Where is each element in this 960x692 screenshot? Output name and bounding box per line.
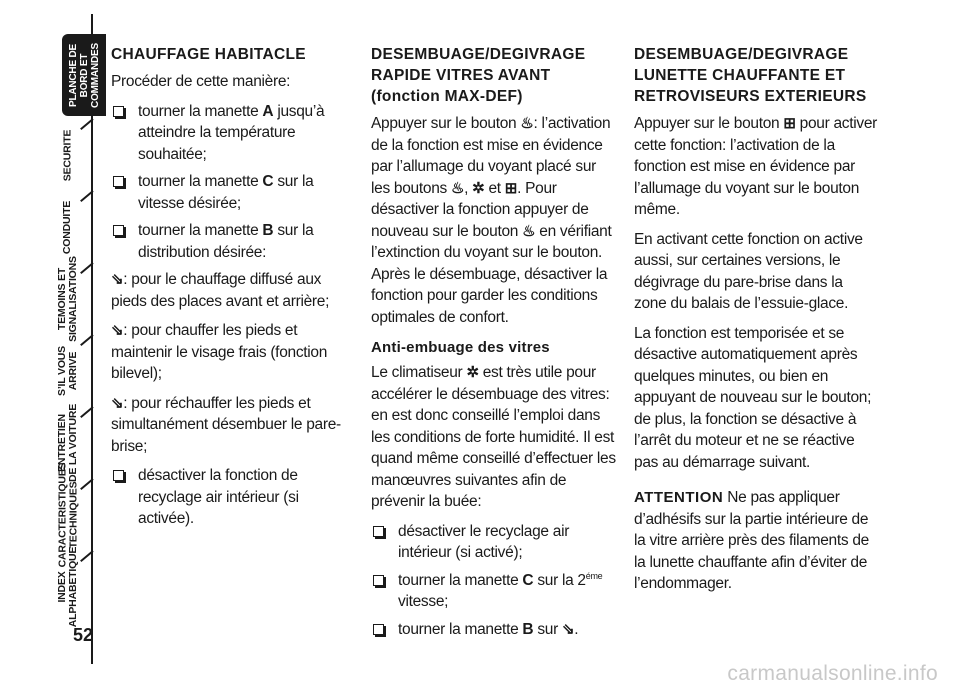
list-item bbox=[111, 101, 353, 166]
control-letter: A bbox=[262, 102, 274, 120]
checkbox-bullet-icon bbox=[113, 225, 124, 236]
section-title: CHAUFFAGE HABITACLE bbox=[111, 46, 306, 63]
text: sur la vitesse désirée; bbox=[138, 173, 314, 212]
text: Appuyer sur le bouton bbox=[634, 115, 784, 132]
rear-defrost-icon: ⊞ bbox=[783, 115, 796, 132]
list-item bbox=[371, 619, 616, 641]
list-item-text bbox=[138, 101, 353, 166]
tab-label-line: TEMOINS ET bbox=[56, 267, 68, 331]
title-line: DESEMBUAGE/DEGIVRAGE bbox=[634, 46, 849, 63]
checkbox-bullet-icon bbox=[373, 526, 384, 537]
tab-sil-vous-arrive[interactable] bbox=[40, 340, 96, 402]
column-chauffage bbox=[111, 44, 353, 536]
list-item bbox=[111, 171, 353, 214]
text: en vérifiant l’extinction du voyant sur le bouton. Après le désembuage, désactiver la fonction pour garder les conditions optimales de confort. bbox=[371, 222, 612, 326]
tab-label bbox=[57, 547, 79, 627]
air-feet-windscreen-icon: ⇘ bbox=[111, 394, 124, 412]
tab-label bbox=[62, 200, 73, 253]
paragraph: Procéder de cette manière: bbox=[111, 73, 291, 90]
paragraph: En activant cette fonction on active aussi, sur certaines versions, le dégivrage du pare-brise dans la zone du balais de l’essuie-glace. bbox=[634, 230, 863, 312]
text: tourner la manette bbox=[398, 620, 523, 638]
section-title bbox=[371, 44, 616, 107]
control-letter: C bbox=[262, 173, 274, 190]
page-number: 52 bbox=[72, 625, 94, 645]
list-item-text bbox=[138, 220, 353, 263]
text: tourner la manette bbox=[138, 173, 263, 190]
tab-index[interactable] bbox=[40, 546, 96, 628]
list-item-text bbox=[398, 619, 616, 641]
tab-securite[interactable] bbox=[40, 124, 96, 186]
text: . bbox=[574, 620, 579, 638]
text: Ne pas appliquer d’adhésifs sur la partie intérieure de la vitre arrière près des filaments de la lunette chauffante afin d’éviter de l’endommager. bbox=[634, 489, 869, 592]
tab-label-line: INDEX bbox=[56, 571, 68, 603]
superscript: éme bbox=[585, 570, 603, 581]
tab-caracteristiques[interactable] bbox=[40, 462, 96, 568]
text: est très utile pour accélérer le désembuage des vitres: en est donc conseillé l’emploi dans les conditions de forte humidité. Il est quand même conseillé d’effectuer les manœuvres suivantes afin de prévenir la buée: bbox=[371, 364, 616, 510]
paragraph bbox=[371, 362, 616, 513]
tab-conduite[interactable] bbox=[40, 196, 96, 258]
title-line: DESEMBUAGE/DEGIVRAGE bbox=[371, 46, 586, 63]
list-item-text bbox=[138, 171, 353, 214]
tab-planche-de-bord[interactable] bbox=[62, 34, 106, 116]
tab-label bbox=[63, 129, 74, 181]
checkbox-bullet-icon bbox=[113, 106, 124, 117]
tab-label-line: S’IL VOUS bbox=[56, 346, 68, 396]
title-line: RAPIDE VITRES AVANT bbox=[371, 67, 551, 84]
watermark: carmanualsonline.info bbox=[727, 662, 938, 685]
list-item bbox=[111, 465, 353, 530]
text: jusqu’à atteindre la température souhaitée; bbox=[138, 102, 325, 163]
tab-label bbox=[57, 256, 79, 342]
text: . Pour désactiver la fonction appuyer de nouveau sur le bouton bbox=[371, 179, 589, 240]
tab-label-line: BORD ET bbox=[78, 53, 90, 97]
checkbox-bullet-icon bbox=[373, 575, 384, 586]
tab-label-line: ALPHABETIQUE bbox=[67, 546, 79, 628]
control-letter: B bbox=[262, 222, 274, 239]
tab-label-line: CARACTERISTIQUES bbox=[56, 462, 69, 568]
text: et bbox=[484, 179, 505, 197]
rear-defrost-icon: ⊞ bbox=[504, 179, 518, 197]
title-line: (fonction MAX-DEF) bbox=[371, 88, 523, 105]
list-item-text: désactiver le recyclage air intérieur (si activé); bbox=[398, 522, 570, 561]
text: Le climatiseur bbox=[371, 364, 467, 381]
text: sur la 2 bbox=[533, 571, 586, 589]
control-letter: C bbox=[522, 571, 534, 589]
column-max-def bbox=[371, 44, 616, 646]
snowflake-icon: ✲ bbox=[466, 364, 479, 381]
air-feet-icon: ⇘ bbox=[111, 271, 124, 288]
checkbox-bullet-icon bbox=[113, 176, 124, 187]
tab-label-line: ARRIVE bbox=[67, 351, 79, 391]
text: : pour réchauffer les pieds et simultanément désembuer le pare-brise; bbox=[111, 394, 341, 455]
text: Appuyer sur le bouton bbox=[371, 115, 521, 132]
tab-label-line: CONDUITE bbox=[61, 200, 74, 254]
tab-label-line: DE LA VOITURE bbox=[67, 403, 80, 483]
paragraph bbox=[111, 320, 353, 385]
list-item-text: désactiver la fonction de recyclage air intérieur (si activée). bbox=[138, 467, 299, 527]
text: tourner la manette bbox=[398, 571, 523, 589]
section-title bbox=[634, 44, 878, 107]
text: sur bbox=[533, 620, 562, 638]
text: sur la distribution désirée: bbox=[138, 222, 314, 261]
tab-label bbox=[57, 346, 79, 396]
text: vitesse; bbox=[398, 593, 449, 610]
paragraph bbox=[634, 113, 878, 221]
paragraph bbox=[111, 269, 353, 312]
tab-label-line: PLANCHE DE bbox=[67, 43, 79, 107]
paragraph: La fonction est temporisée et se désactive automatiquement après quelques minutes, ou bien en appuyant de nouveau sur le bouton; de plus, la fonction se désactive à l’arrêt du moteur et ne se réactive pas au démarrage suivant. bbox=[634, 324, 872, 471]
paragraph bbox=[111, 393, 353, 458]
air-bilevel-icon: ⇘ bbox=[111, 322, 124, 339]
paragraph bbox=[371, 113, 616, 328]
title-line: RETROVISEURS EXTERIEURS bbox=[634, 88, 867, 105]
snowflake-icon: ✲ bbox=[472, 179, 485, 197]
column-lunette-chauffante bbox=[634, 44, 878, 603]
max-def-icon: ♨ bbox=[522, 222, 536, 240]
text: , bbox=[464, 179, 473, 197]
checkbox-bullet-icon bbox=[113, 470, 124, 481]
subsection-title: Anti-embuage des vitres bbox=[371, 339, 550, 356]
chapter-sidebar bbox=[0, 0, 100, 692]
list-item bbox=[371, 570, 616, 613]
tab-label-line: ENTRETIEN bbox=[56, 414, 69, 472]
checkbox-bullet-icon bbox=[373, 624, 384, 635]
text: : l’activation de la fonction est mise en évidence par l’allumage du voyant placé sur les boutons bbox=[371, 115, 611, 197]
text: : pour le chauffage diffusé aux pieds des places avant et arrière; bbox=[111, 271, 330, 310]
title-line: LUNETTE CHAUFFANTE ET bbox=[634, 67, 846, 84]
tab-label bbox=[68, 43, 101, 108]
list-item bbox=[371, 521, 616, 564]
text: : pour chauffer les pieds et maintenir le visage frais (fonction bilevel); bbox=[111, 322, 328, 382]
tab-temoins[interactable] bbox=[40, 256, 96, 342]
list-item-text bbox=[398, 570, 616, 613]
control-letter: B bbox=[522, 620, 534, 638]
max-def-icon: ♨ bbox=[451, 179, 465, 197]
tab-label-line: COMMANDES bbox=[89, 42, 101, 108]
warning-label: ATTENTION bbox=[634, 489, 724, 506]
text: pour activer cette fonction: l’activation de la fonction est mise en évidence par l’allumage du voyant sur le bouton même. bbox=[634, 115, 878, 218]
tab-label-line: SECURITE bbox=[61, 129, 74, 181]
air-feet-windscreen-icon: ⇘ bbox=[561, 620, 575, 638]
warning-paragraph bbox=[634, 487, 878, 595]
max-def-icon: ♨ bbox=[520, 115, 534, 132]
tab-label-line: TECHNIQUES bbox=[67, 481, 80, 549]
text: tourner la manette bbox=[138, 102, 263, 120]
tab-label-line: SIGNALISATIONS bbox=[67, 256, 79, 342]
text: tourner la manette bbox=[138, 222, 263, 239]
list-item bbox=[111, 220, 353, 263]
